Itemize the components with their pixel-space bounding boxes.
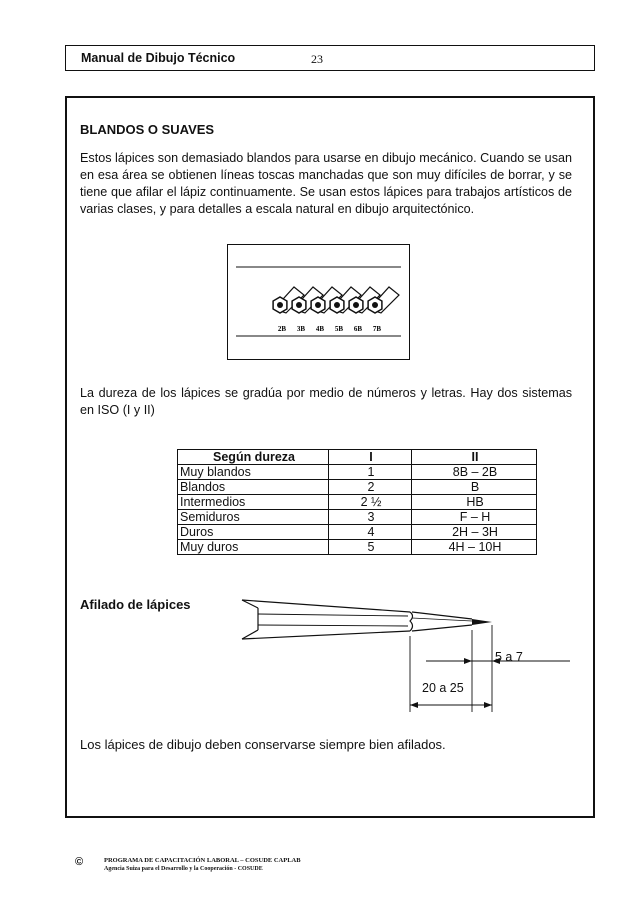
pencil-label-6b: 6B — [353, 325, 363, 333]
dimension-cone-length: 20 a 25 — [422, 681, 464, 695]
cell-system-ii: HB — [412, 495, 537, 510]
table-row — [178, 540, 537, 555]
hardness-table — [177, 449, 537, 555]
cell-system-i: 2 ½ — [329, 495, 412, 510]
cell-system-i: 3 — [329, 510, 412, 525]
cell-system-i: 2 — [329, 480, 412, 495]
cell-system-i: 1 — [329, 465, 412, 480]
dimension-tip-length: 5 a 7 — [495, 650, 523, 664]
page-header — [65, 45, 595, 71]
footer-program-line: PROGRAMA DE CAPACITACIÓN LABORAL – COSUDE CAPLAB — [104, 857, 301, 864]
cell-system-i: 4 — [329, 525, 412, 540]
footer-agency-line: Agencia Suiza para el Desarrollo y la Cooperación - COSUDE — [104, 866, 263, 872]
pencil-label-5b: 5B — [334, 325, 344, 333]
cell-category: Semiduros — [178, 510, 329, 525]
section-heading: BLANDOS O SUAVES — [80, 122, 215, 137]
sharpening-heading: Afilado de lápices — [80, 597, 191, 612]
cell-system-ii: 4H – 10H — [412, 540, 537, 555]
table-intro: La dureza de los lápices se gradúa por medio de números y letras. Hay dos sistemas en ISO (I y II) — [80, 386, 572, 417]
cell-system-ii: F – H — [412, 510, 537, 525]
table-row — [178, 525, 537, 540]
pencil-label-3b: 3B — [296, 325, 306, 333]
copyright-symbol: © — [75, 856, 84, 868]
header-system-i: I — [329, 450, 412, 465]
pencil-grades-figure — [227, 244, 410, 360]
cell-category: Muy duros — [178, 540, 329, 555]
cell-system-i: 5 — [329, 540, 412, 555]
pencil-label-4b: 4B — [315, 325, 325, 333]
pencil-cross-sections — [228, 245, 409, 359]
table-header-row — [178, 450, 537, 465]
page-number: 23 — [311, 52, 323, 66]
sharpened-pencil-diagram — [240, 592, 600, 712]
table-row — [178, 495, 537, 510]
cell-category: Blandos — [178, 480, 329, 495]
closing-text: Los lápices de dibujo deben conservarse siempre bien afilados. — [80, 737, 446, 752]
table-row — [178, 510, 537, 525]
cell-category: Intermedios — [178, 495, 329, 510]
manual-title: Manual de Dibujo Técnico — [81, 51, 236, 65]
cell-category: Duros — [178, 525, 329, 540]
section-paragraph: Estos lápices son demasiado blandos para usarse en dibujo mecánico. Cuando se usan en esa área se obtienen líneas toscas manchadas que son muy difíciles de borrar, y se tiene que afilar el lápiz continuamente. Se usan estos lápices para trabajos artísticos de varias clases, y para detalles a escala natural en dibujo arquitectónico. — [80, 151, 572, 216]
cell-system-ii: B — [412, 480, 537, 495]
header-segun-dureza: Según dureza — [178, 450, 329, 465]
header-system-ii: II — [412, 450, 537, 465]
table-row — [178, 480, 537, 495]
cell-system-ii: 2H – 3H — [412, 525, 537, 540]
pencil-label-2b: 2B — [277, 325, 287, 333]
cell-system-ii: 8B – 2B — [412, 465, 537, 480]
table-row — [178, 465, 537, 480]
pencil-label-7b: 7B — [372, 325, 382, 333]
cell-category: Muy blandos — [178, 465, 329, 480]
